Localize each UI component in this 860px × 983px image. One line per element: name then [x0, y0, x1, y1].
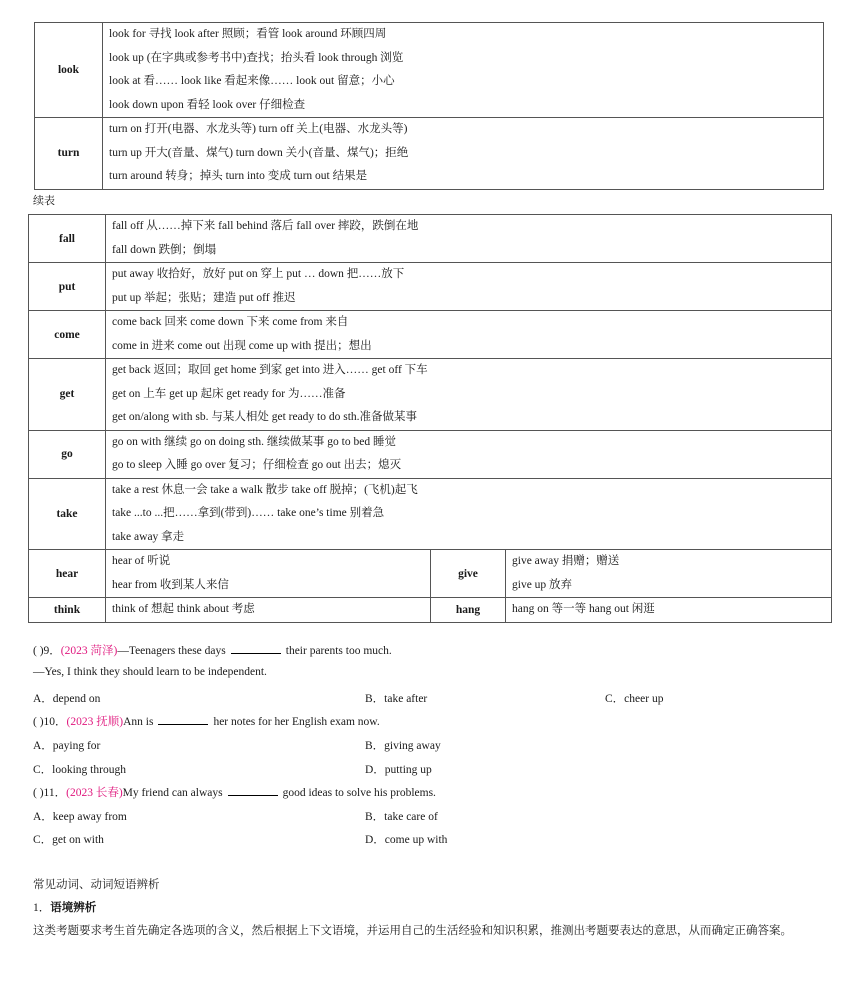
option-c: C．looking through	[33, 764, 126, 776]
question-source: (2023 长春)	[66, 787, 123, 799]
phrase-line: look for 寻找 look after 照顾；看管 look around 环顾四周	[109, 28, 387, 40]
answer-blank	[158, 714, 208, 725]
phrases-cell	[106, 311, 832, 359]
phrases-cell	[106, 430, 832, 478]
question-source: (2023 抚顺)	[66, 716, 124, 728]
question-10	[33, 713, 380, 729]
verb-cell: put	[29, 263, 106, 311]
question-9	[33, 642, 392, 658]
phrases-cell	[506, 598, 832, 623]
verb-cell: take	[29, 478, 106, 550]
sub-heading-number: 1．	[33, 902, 51, 914]
phrases-cell	[106, 359, 832, 431]
phrase-line: look at 看…… look like 看起来像…… look out 留意；小心	[109, 75, 395, 87]
phrases-cell	[106, 215, 832, 263]
phrase-line: come in 进来 come out 出现 come up with 提出；想出	[112, 339, 372, 352]
verb-cell: hear	[29, 550, 106, 598]
option-b: B．take after	[365, 693, 428, 705]
phrase-line: turn up 开大(音量、煤气) turn down 关小(音量、煤气)；拒绝	[109, 146, 409, 159]
table-row	[35, 118, 824, 190]
phrase-table-1	[34, 22, 824, 190]
table-row	[29, 311, 832, 359]
question-stem: —Teenagers these days	[117, 645, 226, 657]
option-c: C．cheer up	[605, 693, 664, 705]
question-stem: Ann is	[123, 716, 154, 728]
option-b: B．take care of	[365, 811, 438, 823]
answer-blank	[231, 643, 281, 654]
table-row	[29, 550, 832, 598]
question-stem: My friend can always	[122, 787, 223, 799]
verb-cell: fall	[29, 215, 106, 263]
phrases-cell	[103, 23, 824, 118]
table-row	[29, 215, 832, 263]
option-c: C．get on with	[33, 834, 104, 846]
question-stem: good ideas to solve his problems.	[282, 787, 436, 799]
phrase-line: take away 拿走	[112, 530, 185, 543]
verb-cell: come	[29, 311, 106, 359]
phrase-line: go to sleep 入睡 go over 复习；仔细检查 go out 出去；熄灭	[112, 459, 402, 471]
sub-heading-title: 语境辨析	[50, 902, 97, 914]
verb-cell: turn	[35, 118, 103, 190]
answer-paren: ( )9．	[33, 645, 61, 657]
question-11	[33, 784, 436, 800]
table-row	[29, 359, 832, 431]
table-row	[29, 263, 832, 311]
phrase-line: put up 举起；张贴；建造 put off 推迟	[112, 291, 296, 304]
table-row	[29, 478, 832, 550]
phrases-cell	[106, 263, 832, 311]
section-heading: 常见动词、动词短语辨析	[33, 879, 160, 891]
phrase-line: look up (在字典或参考书中)查找；抬头看 look through 浏览	[109, 51, 404, 64]
table-row	[35, 23, 824, 118]
phrase-line: hear from 收到某人来信	[112, 578, 229, 591]
phrases-cell	[103, 118, 824, 190]
phrase-line: put away 收拾好，放好 put on 穿上 put … down 把……放下	[112, 268, 405, 280]
phrase-line: come back 回来 come down 下来 come from 来自	[112, 316, 349, 328]
verb-cell: go	[29, 430, 106, 478]
question-source: (2023 菏泽)	[60, 645, 118, 657]
verb-cell: think	[29, 598, 106, 623]
phrase-line: hang on 等一等 hang out 闲逛	[512, 603, 655, 615]
answer-paren: ( )11．	[33, 787, 67, 799]
phrase-line: take ...to ...把……拿到(带到)…… take one’s time 别着急	[112, 507, 385, 519]
phrase-line: turn on 打开(电器、水龙头等) turn off 关上(电器、水龙头等)	[109, 123, 408, 135]
option-a: A．paying for	[33, 740, 101, 752]
phrase-line: get on/along with sb. 与某人相处 get ready to do sth.准备做某事	[112, 411, 418, 423]
phrase-line: fall off 从……掉下来 fall behind 落后 fall over 摔跤，跌倒在地	[112, 220, 419, 232]
answer-blank	[228, 785, 278, 796]
question-stem: her notes for her English exam now.	[213, 716, 380, 728]
phrase-line: think of 想起 think about 考虑	[112, 603, 255, 615]
verb-cell: hang	[431, 598, 506, 623]
phrases-cell	[106, 598, 431, 623]
phrase-line: hear of 听说	[112, 555, 171, 567]
verb-cell: give	[431, 550, 506, 598]
phrase-line: go on with 继续 go on doing sth. 继续做某事 go to bed 睡觉	[112, 435, 396, 448]
option-b: B．giving away	[365, 740, 441, 752]
phrase-line: get on 上车 get up 起床 get ready for 为……准备	[112, 387, 346, 400]
answer-paren: ( )10．	[33, 716, 67, 728]
sub-heading	[33, 899, 96, 915]
option-a: A．keep away from	[33, 811, 127, 823]
table-row	[29, 598, 832, 623]
continued-label: 续表	[33, 195, 55, 207]
phrases-cell	[106, 478, 832, 550]
phrases-cell	[106, 550, 431, 598]
question-stem: their parents too much.	[285, 645, 392, 657]
option-d: D．putting up	[365, 764, 432, 776]
phrase-line: give away 捐赠；赠送	[512, 555, 620, 567]
phrase-line: turn around 转身；掉头 turn into 变成 turn out 结果是	[109, 170, 368, 182]
section-paragraph: 这类考题要求考生首先确定各选项的含义，然后根据上下文语境，并运用自己的生活经验和知识积累，推测出考题要表达的意思，从而确定正确答案。	[33, 925, 792, 937]
verb-cell: look	[35, 23, 103, 118]
option-d: D．come up with	[365, 834, 448, 846]
option-a: A．depend on	[33, 693, 101, 705]
phrase-line: give up 放弃	[512, 578, 573, 591]
phrase-line: take a rest 休息一会 take a walk 散步 take off 脱掉；(飞机)起飞	[112, 483, 418, 496]
verb-cell: get	[29, 359, 106, 431]
phrase-line: get back 返回；取回 get home 到家 get into 进入…… get off 下车	[112, 364, 428, 376]
phrase-table-2	[28, 214, 832, 623]
question-9-line2: —Yes, I think they should learn to be independent.	[33, 666, 267, 678]
phrases-cell	[506, 550, 832, 598]
table-row	[29, 430, 832, 478]
phrase-line: look down upon 看轻 look over 仔细检查	[109, 98, 306, 111]
phrase-line: fall down 跌倒；倒塌	[112, 243, 217, 256]
